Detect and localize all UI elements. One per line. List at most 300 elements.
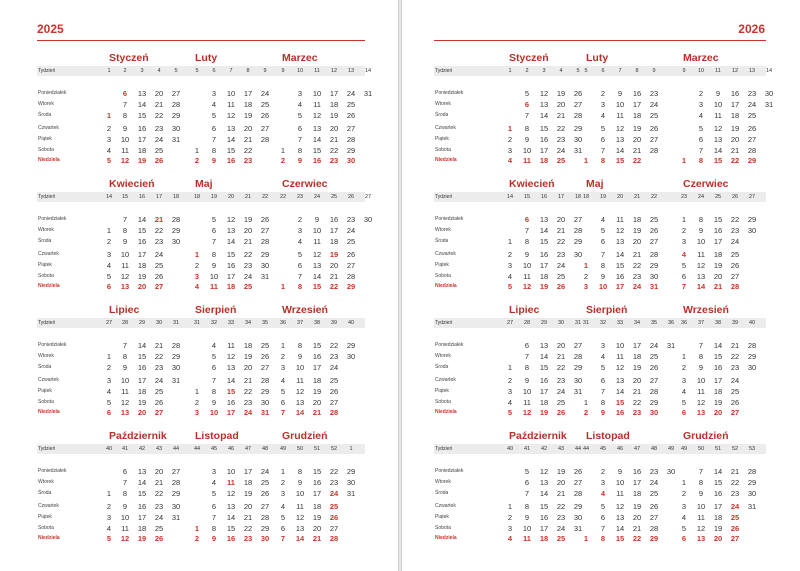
day-number: 29 [260, 387, 270, 396]
day-number: 4 [600, 111, 606, 120]
day-number: 16 [226, 156, 236, 165]
weekday-label: Poniedziałek [38, 90, 67, 96]
day-number: 19 [539, 408, 549, 417]
day-number: 28 [649, 524, 659, 533]
month-name: Styczeń [109, 52, 149, 64]
day-number: 26 [649, 502, 659, 511]
week-row-label: Tydzień [38, 194, 56, 200]
day-number: 23 [329, 478, 339, 487]
day-number: 1 [280, 146, 286, 155]
day-number: 1 [106, 226, 112, 235]
day-number: 13 [696, 272, 706, 281]
day-number: 7 [211, 237, 217, 246]
day-number: 13 [226, 124, 236, 133]
weekday-label: Niedziela [435, 283, 457, 289]
day-number: 31 [573, 524, 583, 533]
day-number: 29 [747, 352, 757, 361]
day-number: 19 [137, 534, 147, 543]
week-number: 10 [697, 68, 705, 74]
holiday-date: 11 [227, 478, 235, 487]
day-number: 16 [730, 89, 740, 98]
day-number: 16 [226, 398, 236, 407]
day-number: 16 [312, 478, 322, 487]
day-number: 9 [211, 261, 217, 270]
weekday-label: Poniedziałek [435, 342, 464, 348]
day-number: 8 [297, 282, 303, 291]
day-number: 17 [632, 478, 642, 487]
day-number: 14 [539, 352, 549, 361]
day-number: 15 [615, 534, 625, 543]
day-number: 26 [346, 111, 356, 120]
day-number: 6 [280, 524, 286, 533]
day-number: 14 [312, 272, 322, 281]
holiday-date: 1 [194, 250, 200, 259]
day-number: 4 [106, 524, 112, 533]
day-number: 17 [137, 376, 147, 385]
day-number: 15 [312, 282, 322, 291]
day-number: 22 [243, 387, 253, 396]
day-number: 10 [696, 376, 706, 385]
day-number: 12 [120, 534, 130, 543]
day-number: 23 [556, 135, 566, 144]
day-number: 26 [260, 111, 270, 120]
week-number: 36 [680, 320, 688, 326]
week-number: 13 [347, 68, 355, 74]
day-number: 6 [211, 124, 217, 133]
day-number: 28 [329, 408, 339, 417]
day-number: 3 [106, 513, 112, 522]
holiday-date: 25 [329, 502, 339, 511]
week-number: 18 [574, 194, 582, 200]
holiday-date: 21 [154, 215, 164, 224]
day-number: 15 [713, 352, 723, 361]
day-number: 12 [539, 467, 549, 476]
day-number: 11 [523, 272, 531, 281]
weekday-label: Niedziela [38, 535, 60, 541]
day-number: 21 [632, 146, 642, 155]
day-number: 16 [329, 215, 339, 224]
day-number: 1 [194, 387, 200, 396]
week-number: 4 [157, 68, 161, 74]
weekday-label: Sobota [38, 147, 54, 153]
day-number: 7 [122, 215, 128, 224]
week-number: 36 [667, 320, 675, 326]
week-number: 46 [227, 446, 235, 452]
day-number: 30 [171, 124, 181, 133]
day-number: 18 [137, 387, 147, 396]
day-number: 10 [598, 282, 608, 291]
day-number: 22 [329, 146, 339, 155]
day-number: 17 [312, 363, 322, 372]
day-number: 21 [154, 100, 164, 109]
day-number: 6 [600, 135, 606, 144]
day-number: 29 [747, 156, 757, 165]
week-number: 19 [210, 194, 218, 200]
day-number: 14 [539, 111, 549, 120]
day-number: 24 [649, 100, 659, 109]
day-number: 28 [747, 467, 757, 476]
day-number: 7 [524, 489, 530, 498]
day-number: 16 [137, 363, 147, 372]
day-number: 27 [346, 261, 356, 270]
day-number: 27 [649, 135, 659, 144]
holiday-date: 3 [194, 272, 200, 281]
day-number: 17 [226, 408, 236, 417]
day-number: 30 [649, 408, 659, 417]
day-number: 1 [106, 489, 112, 498]
day-number: 21 [312, 408, 322, 417]
day-number: 10 [120, 250, 130, 259]
day-number: 31 [573, 146, 583, 155]
day-number: 23 [556, 513, 566, 522]
week-number: 31 [574, 320, 582, 326]
day-number: 18 [312, 376, 322, 385]
day-number: 24 [260, 467, 270, 476]
weekday-label: Wtorek [38, 101, 54, 107]
day-number: 25 [649, 352, 659, 361]
day-number: 22 [154, 226, 164, 235]
day-number: 9 [524, 135, 530, 144]
day-number: 9 [617, 89, 623, 98]
day-number: 25 [649, 489, 659, 498]
day-number: 8 [524, 237, 530, 246]
day-number: 20 [556, 341, 566, 350]
week-row-label: Tydzień [435, 446, 453, 452]
day-number: 5 [211, 111, 217, 120]
weekday-label: Czwartek [435, 377, 456, 383]
week-number: 37 [697, 320, 705, 326]
day-number: 18 [137, 261, 147, 270]
weekday-label: Poniedziałek [435, 90, 464, 96]
day-number: 3 [681, 502, 687, 511]
day-number: 29 [649, 261, 659, 270]
day-number: 20 [154, 89, 164, 98]
week-number: 52 [731, 446, 739, 452]
week-number: 9 [652, 68, 656, 74]
day-number: 16 [312, 352, 322, 361]
day-number: 7 [280, 534, 286, 543]
day-number: 16 [713, 489, 723, 498]
holiday-date: 6 [122, 89, 128, 98]
week-number: 18 [582, 194, 590, 200]
month-name: Czerwiec [683, 178, 729, 190]
day-number: 30 [747, 226, 757, 235]
day-number: 24 [649, 341, 659, 350]
day-number: 3 [600, 478, 606, 487]
day-number: 6 [297, 261, 303, 270]
day-number: 21 [154, 341, 164, 350]
day-number: 22 [632, 261, 642, 270]
day-number: 25 [556, 534, 566, 543]
day-number: 1 [681, 352, 687, 361]
day-number: 7 [122, 478, 128, 487]
day-number: 21 [556, 226, 566, 235]
day-number: 9 [524, 250, 530, 259]
week-number: 13 [748, 68, 756, 74]
day-number: 5 [280, 513, 286, 522]
weekday-label: Poniedziałek [435, 216, 464, 222]
day-number: 25 [730, 387, 740, 396]
week-number: 27 [506, 320, 514, 326]
day-number: 13 [713, 135, 723, 144]
day-number: 16 [713, 226, 723, 235]
day-number: 30 [260, 534, 270, 543]
holiday-date: 19 [329, 250, 339, 259]
day-number: 19 [632, 502, 642, 511]
day-number: 27 [154, 282, 164, 291]
day-number: 24 [730, 376, 740, 385]
day-number: 5 [681, 398, 687, 407]
day-number: 12 [522, 408, 532, 417]
day-number: 17 [137, 250, 147, 259]
week-number: 27 [105, 320, 113, 326]
day-number: 16 [539, 376, 549, 385]
day-number: 7 [698, 341, 704, 350]
day-number: 6 [122, 467, 128, 476]
day-number: 28 [573, 352, 583, 361]
week-row-label: Tydzień [435, 320, 453, 326]
day-number: 17 [713, 237, 723, 246]
day-number: 14 [137, 478, 147, 487]
day-number: 9 [211, 398, 217, 407]
day-number: 21 [243, 513, 253, 522]
day-number: 10 [226, 89, 236, 98]
holiday-date: 4 [681, 250, 687, 259]
week-number: 23 [680, 194, 688, 200]
day-number: 2 [280, 352, 286, 361]
day-number: 31 [764, 100, 774, 109]
day-number: 1 [106, 352, 112, 361]
weekday-label: Sobota [435, 525, 451, 531]
day-number: 29 [649, 398, 659, 407]
day-number: 22 [556, 124, 566, 133]
week-number: 14 [506, 194, 514, 200]
day-number: 3 [507, 261, 513, 270]
weekday-label: Wtorek [435, 101, 451, 107]
day-number: 2 [194, 156, 200, 165]
day-number: 26 [154, 534, 164, 543]
day-number: 7 [524, 111, 530, 120]
day-number: 21 [329, 135, 339, 144]
day-number: 18 [539, 156, 549, 165]
day-number: 6 [297, 124, 303, 133]
day-number: 28 [649, 250, 659, 259]
day-number: 17 [539, 387, 549, 396]
day-number: 17 [226, 272, 236, 281]
month-name: Marzec [282, 52, 318, 64]
day-number: 30 [573, 135, 583, 144]
day-number: 5 [106, 534, 112, 543]
day-number: 26 [556, 408, 566, 417]
day-number: 6 [681, 534, 687, 543]
day-number: 29 [649, 534, 659, 543]
month-name: Wrzesień [683, 304, 729, 316]
day-number: 10 [615, 478, 625, 487]
day-number: 23 [730, 489, 740, 498]
weekday-label: Czwartek [38, 503, 59, 509]
holiday-date: 24 [329, 489, 339, 498]
day-number: 14 [615, 387, 625, 396]
day-number: 18 [329, 237, 339, 246]
day-number: 4 [106, 261, 112, 270]
day-number: 27 [329, 398, 339, 407]
day-number: 19 [243, 352, 253, 361]
weekday-label: Sobota [435, 273, 451, 279]
day-number: 15 [137, 489, 147, 498]
day-number: 7 [600, 250, 606, 259]
day-number: 11 [296, 502, 304, 511]
day-number: 25 [154, 146, 164, 155]
day-number: 8 [297, 467, 303, 476]
day-number: 16 [137, 124, 147, 133]
day-number: 15 [615, 261, 625, 270]
day-number: 11 [616, 215, 624, 224]
day-number: 23 [649, 467, 659, 476]
week-number: 24 [697, 194, 705, 200]
day-number: 7 [698, 146, 704, 155]
day-number: 21 [312, 534, 322, 543]
day-number: 19 [243, 111, 253, 120]
weekday-label: Środa [38, 490, 52, 496]
weekday-label: Poniedziałek [38, 342, 67, 348]
day-number: 24 [556, 261, 566, 270]
day-number: 15 [539, 237, 549, 246]
day-number: 14 [295, 408, 305, 417]
week-number: 28 [523, 320, 531, 326]
week-number: 36 [279, 320, 287, 326]
day-number: 14 [713, 341, 723, 350]
day-number: 28 [260, 513, 270, 522]
week-number: 1 [508, 68, 512, 74]
week-number: 1 [349, 446, 353, 452]
day-number: 2 [106, 237, 112, 246]
day-number: 15 [226, 250, 236, 259]
day-number: 22 [243, 524, 253, 533]
day-number: 31 [171, 376, 181, 385]
day-number: 24 [556, 387, 566, 396]
day-number: 15 [226, 524, 236, 533]
day-number: 12 [696, 261, 706, 270]
day-number: 3 [211, 467, 217, 476]
day-number: 4 [507, 272, 513, 281]
week-number: 38 [313, 320, 321, 326]
week-number: 40 [506, 446, 514, 452]
day-number: 3 [507, 146, 513, 155]
month-name: Kwiecień [109, 178, 155, 190]
day-number: 1 [681, 215, 687, 224]
day-number: 18 [539, 398, 549, 407]
day-number: 10 [120, 513, 130, 522]
day-number: 24 [346, 89, 356, 98]
day-number: 14 [539, 489, 549, 498]
month-name: Czerwiec [282, 178, 328, 190]
day-number: 28 [573, 489, 583, 498]
week-number: 31 [582, 320, 590, 326]
day-number: 27 [346, 124, 356, 133]
day-number: 19 [329, 111, 339, 120]
day-number: 2 [280, 156, 286, 165]
day-number: 7 [524, 352, 530, 361]
day-number: 30 [666, 467, 676, 476]
day-number: 1 [507, 502, 513, 511]
day-number: 9 [122, 124, 128, 133]
week-number: 28 [121, 320, 129, 326]
day-number: 20 [632, 376, 642, 385]
day-number: 29 [171, 489, 181, 498]
week-number: 25 [714, 194, 722, 200]
day-number: 27 [573, 341, 583, 350]
day-number: 3 [194, 408, 200, 417]
weekday-label: Piątek [435, 388, 449, 394]
day-number: 13 [539, 341, 549, 350]
day-number: 13 [312, 124, 322, 133]
day-number: 15 [312, 467, 322, 476]
month-name: Sierpień [195, 304, 237, 316]
day-number: 31 [260, 272, 270, 281]
week-number: 30 [155, 320, 163, 326]
month-name: Październik [509, 430, 567, 442]
day-number: 11 [121, 387, 129, 396]
month-name: Maj [586, 178, 604, 190]
day-number: 20 [154, 467, 164, 476]
day-number: 9 [698, 489, 704, 498]
day-number: 1 [280, 467, 286, 476]
week-number: 1 [107, 68, 111, 74]
day-number: 31 [171, 135, 181, 144]
day-number: 14 [615, 250, 625, 259]
day-number: 20 [632, 237, 642, 246]
day-number: 6 [600, 237, 606, 246]
day-number: 13 [137, 467, 147, 476]
day-number: 13 [539, 215, 549, 224]
day-number: 30 [649, 272, 659, 281]
day-number: 30 [171, 363, 181, 372]
week-number: 29 [540, 320, 548, 326]
day-number: 27 [573, 215, 583, 224]
day-number: 30 [171, 237, 181, 246]
day-number: 12 [226, 215, 236, 224]
day-number: 17 [137, 135, 147, 144]
day-number: 17 [730, 100, 740, 109]
day-number: 28 [260, 237, 270, 246]
day-number: 16 [539, 250, 549, 259]
day-number: 1 [681, 156, 687, 165]
weekday-label: Czwartek [435, 125, 456, 131]
day-number: 8 [600, 534, 606, 543]
day-number: 10 [295, 489, 305, 498]
day-number: 19 [713, 524, 723, 533]
day-number: 28 [649, 146, 659, 155]
holiday-date: 1 [507, 124, 513, 133]
day-number: 24 [243, 272, 253, 281]
year-title: 2025 [37, 22, 64, 36]
day-number: 14 [615, 524, 625, 533]
day-number: 22 [556, 237, 566, 246]
day-number: 16 [226, 534, 236, 543]
week-number: 43 [155, 446, 163, 452]
day-number: 4 [297, 237, 303, 246]
day-number: 8 [524, 363, 530, 372]
holiday-date: 25 [730, 513, 740, 522]
day-number: 19 [632, 363, 642, 372]
day-number: 27 [171, 89, 181, 98]
day-number: 31 [747, 502, 757, 511]
day-number: 13 [226, 502, 236, 511]
month-name: Lipiec [509, 304, 540, 316]
day-number: 2 [681, 226, 687, 235]
weekday-label: Sobota [435, 399, 451, 405]
day-number: 10 [615, 100, 625, 109]
